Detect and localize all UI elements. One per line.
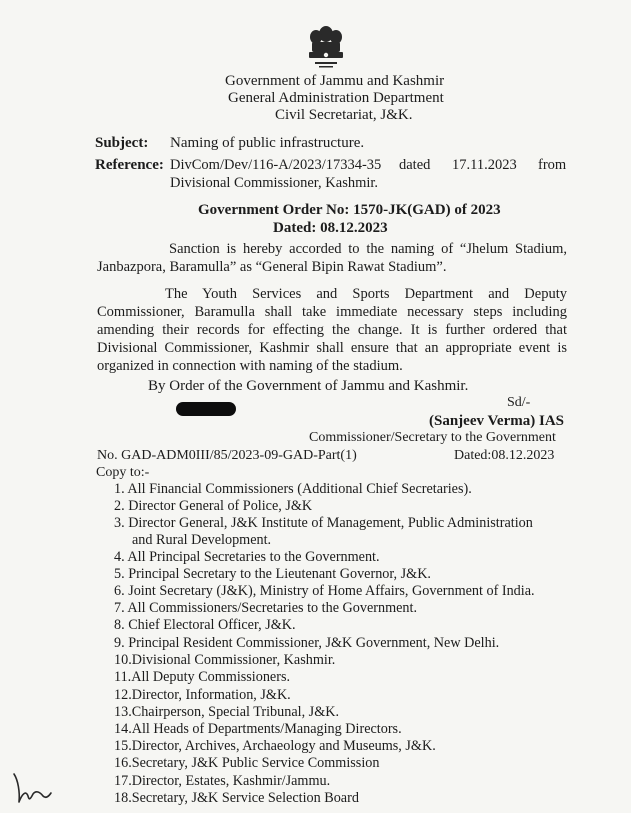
header-secretariat: Civil Secretariat, J&K.: [275, 107, 413, 123]
list-item: and Rural Development.: [132, 532, 272, 548]
paragraph-line: Commissioner, Baramulla shall take immediate necessary steps including: [97, 304, 567, 320]
list-item: 6. Joint Secretary (J&K), Ministry of Home Affairs, Government of India.: [114, 583, 535, 599]
reference-number: DivCom/Dev/116-A/2023/17334-35: [170, 157, 382, 173]
list-item: 4. All Principal Secretaries to the Government.: [114, 549, 380, 565]
by-order-line: By Order of the Government of Jammu and Kashmir.: [148, 378, 469, 394]
redaction-mark: [176, 402, 236, 416]
file-dated: Dated:08.12.2023: [454, 448, 555, 463]
reference-from: from: [538, 157, 567, 173]
signatory-designation: Commissioner/Secretary to the Government: [309, 430, 556, 445]
paragraph-line: Janbazpora, Baramulla” as “General Bipin Rawat Stadium”.: [97, 259, 447, 275]
list-item: 5. Principal Secretary to the Lieutenant Governor, J&K.: [114, 566, 431, 582]
copy-to-label: Copy to:-: [96, 465, 150, 480]
reference-dated: dated: [399, 157, 431, 173]
file-number: No. GAD-ADM0III/85/2023-09-GAD-Part(1): [97, 448, 357, 463]
list-item: 16.Secretary, J&K Public Service Commission: [114, 755, 380, 771]
handwritten-initials-icon: [10, 766, 54, 806]
list-item: 14.All Heads of Departments/Managing Directors.: [114, 721, 402, 737]
list-item: 8. Chief Electoral Officer, J&K.: [114, 617, 296, 633]
signatory-name: (Sanjeev Verma) IAS: [429, 413, 564, 429]
list-item: 2. Director General of Police, J&K: [114, 498, 313, 514]
paragraph-line: The Youth Services and Sports Department and Deputy: [165, 286, 567, 302]
list-item: 18.Secretary, J&K Service Selection Board: [114, 790, 359, 806]
list-item: 1. All Financial Commissioners (Additional Chief Secretaries).: [114, 481, 472, 497]
header-government: Government of Jammu and Kashmir: [225, 73, 445, 89]
list-item: 9. Principal Resident Commissioner, J&K Government, New Delhi.: [114, 635, 500, 651]
paragraph-line: amending their records for effecting the change. It is further ordered that: [97, 322, 567, 338]
national-emblem-icon: [303, 22, 349, 72]
list-item: 15.Director, Archives, Archaeology and Museums, J&K.: [114, 738, 436, 754]
list-item: 11.All Deputy Commissioners.: [114, 669, 291, 685]
list-item: 13.Chairperson, Special Tribunal, J&K.: [114, 704, 340, 720]
paragraph-line: Sanction is hereby accorded to the naming of “Jhelum Stadium,: [169, 241, 567, 257]
order-dated: Dated: 08.12.2023: [273, 220, 388, 236]
paragraph-line: organized in connection with naming of the stadium.: [97, 358, 403, 374]
list-item: 3. Director General, J&K Institute of Management, Public Administration: [114, 515, 533, 531]
list-item: 12.Director, Information, J&K.: [114, 687, 291, 703]
header-department: General Administration Department: [228, 90, 444, 106]
paragraph-sanction: [97, 240, 567, 276]
paragraph-instructions: [97, 285, 567, 375]
reference-date: 17.11.2023: [452, 157, 517, 173]
paragraph-line: Divisional Commissioner, Kashmir shall ensure that an appropriate event is: [97, 340, 567, 356]
reference-line2: Divisional Commissioner, Kashmir.: [170, 175, 379, 191]
list-item: 17.Director, Estates, Kashmir/Jammu.: [114, 773, 331, 789]
subject-text: Naming of public infrastructure.: [170, 135, 365, 151]
subject-label: Subject:: [95, 135, 149, 151]
list-item: 10.Divisional Commissioner, Kashmir.: [114, 652, 336, 668]
signature-sd: Sd/-: [507, 395, 531, 410]
order-title: Government Order No: 1570-JK(GAD) of 2023: [198, 202, 501, 218]
list-item: 7. All Commissioners/Secretaries to the Government.: [114, 600, 418, 616]
reference-label: Reference:: [95, 157, 164, 173]
